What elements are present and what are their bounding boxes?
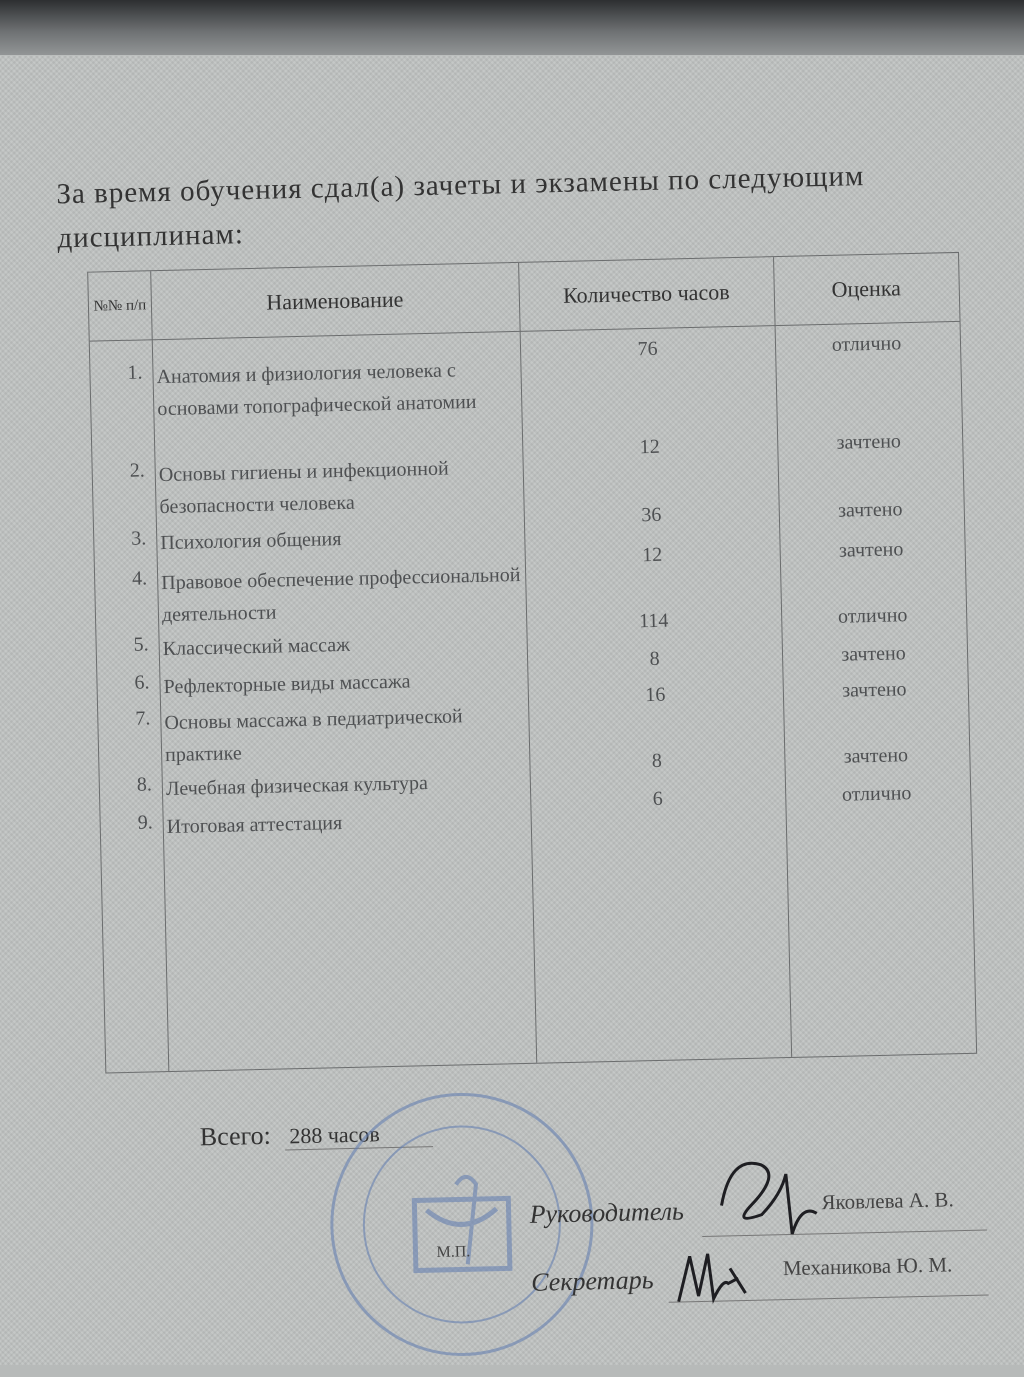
cell-name: Правовое обеспечение профессиональной деятельности	[161, 563, 521, 627]
cell-name: Основы гигиены и инфекционной безопасности человека	[158, 457, 449, 519]
cell-num: 1.	[127, 361, 143, 384]
cell-name: Анатомия и физиология человека с основами топографической анатомии	[156, 359, 477, 421]
cell-hours: 8	[651, 749, 663, 773]
cell-name: Лечебная физическая культура	[165, 772, 429, 801]
cell-num: 4.	[131, 567, 148, 590]
header-name: Наименование	[266, 286, 404, 315]
cell-grade: отлично	[841, 782, 912, 806]
disciplines-table	[87, 252, 977, 1074]
cell-num: 6.	[134, 671, 150, 694]
cell-num: 7.	[135, 707, 151, 730]
cell-num: 3.	[130, 527, 147, 550]
secretary-name: Механикова Ю. М.	[782, 1252, 953, 1281]
cell-num: 9.	[137, 811, 153, 834]
stamp-mp: М.П.	[436, 1243, 471, 1262]
cell-name: Основы массажа в педиатрической практике	[164, 705, 463, 767]
cell-num: 5.	[133, 633, 149, 656]
head-signature	[700, 1143, 822, 1241]
cell-grade: зачтено	[841, 678, 907, 702]
header-grade: Оценка	[831, 275, 902, 302]
cell-num: 8.	[136, 773, 153, 796]
cell-name: Классический массаж	[162, 633, 351, 661]
secretary-signature	[672, 1240, 764, 1312]
cell-hours: 114	[638, 609, 669, 633]
cell-grade: отлично	[837, 604, 908, 628]
cell-name: Рефлекторные виды массажа	[163, 670, 411, 699]
cell-grade: зачтено	[841, 642, 906, 666]
cell-hours: 12	[641, 543, 663, 567]
cell-name: Итоговая аттестация	[166, 812, 343, 839]
heading: За время обучения сдал(а) зачеты и экзамены по следующим дисциплинам:	[56, 160, 865, 255]
cell-grade: зачтено	[837, 498, 903, 522]
cell-hours: 36	[641, 503, 662, 527]
cell-grade: зачтено	[843, 744, 909, 768]
cell-grade: зачтено	[838, 538, 904, 562]
total-label: Всего:	[199, 1120, 272, 1152]
cell-hours: 12	[639, 435, 661, 459]
cell-hours: 8	[649, 647, 660, 671]
cell-grade: отлично	[831, 332, 902, 356]
cell-name: Психология общения	[160, 528, 342, 555]
header-hours: Количество часов	[562, 279, 730, 308]
cell-hours: 6	[652, 787, 664, 811]
cell-hours: 16	[645, 683, 666, 707]
total-value: 288 часов	[285, 1120, 434, 1150]
cell-hours: 76	[637, 337, 658, 361]
cell-grade: зачтено	[836, 430, 902, 454]
header-num: №№ п/п	[93, 296, 147, 315]
cell-num: 2.	[129, 459, 145, 482]
head-label: Руководитель	[529, 1196, 685, 1229]
head-name: Яковлева А. В.	[821, 1187, 954, 1215]
secretary-label: Секретарь	[530, 1265, 654, 1297]
